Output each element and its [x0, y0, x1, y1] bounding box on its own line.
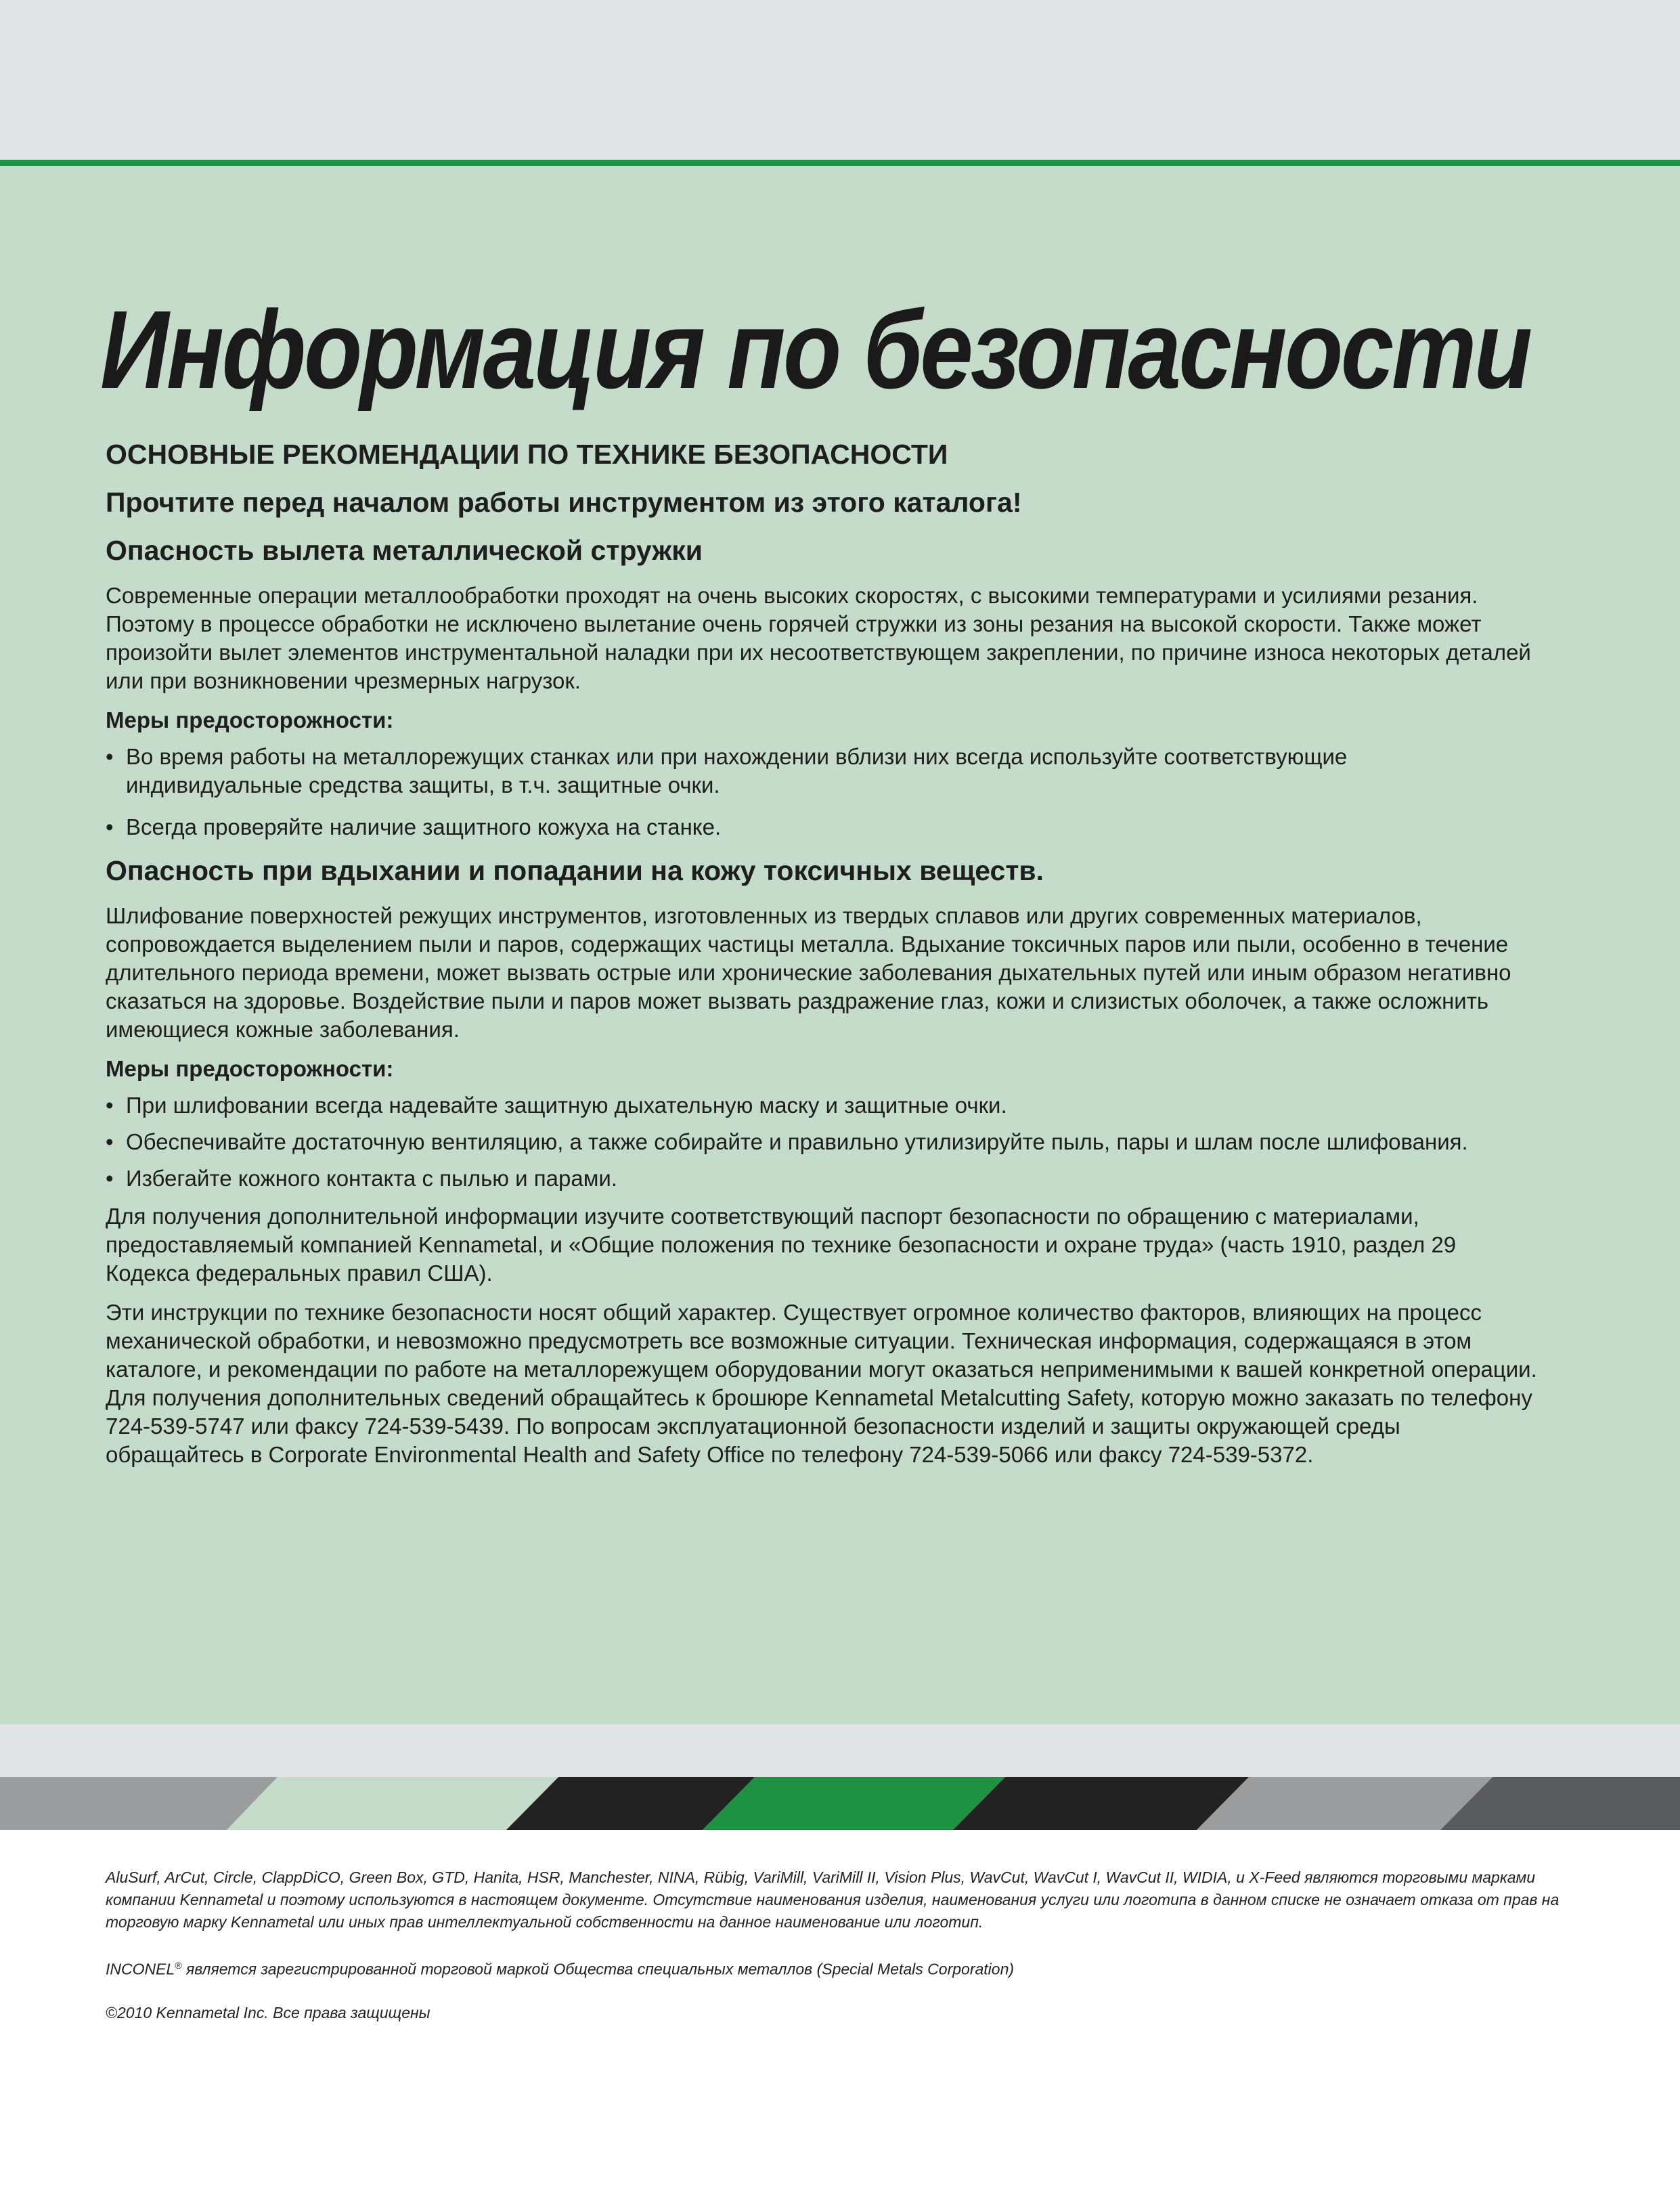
copyright: ©2010 Kennametal Inc. Все права защищены — [106, 2003, 430, 2021]
list-item: • При шлифовании всегда надевайте защитную дыхательную маску и защитные очки. — [106, 1091, 1541, 1120]
green-rule — [0, 160, 1680, 166]
inconel-text: является зарегистрированной торговой маркой Общества специальных металлов (Special Metals Corporation) — [181, 1960, 1015, 1978]
chip-precautions-list — [106, 743, 1541, 841]
chip-precautions-label: Меры предосторожности: — [106, 707, 394, 733]
chip-hazard-heading: Опасность вылета металлической стружки — [106, 535, 703, 567]
stripe-mint — [227, 1777, 558, 1830]
toxic-hazard-heading: Опасность при вдыхании и попадании на кожу токсичных веществ. — [106, 855, 1044, 887]
list-item: • Всегда проверяйте наличие защитного кожуха на станке. — [106, 813, 1541, 841]
registered-mark: ® — [175, 1960, 182, 1971]
inconel-notice — [106, 1954, 1581, 1981]
list-item: • Во время работы на металлорежущих станках или при нахождении вблизи них всегда используйте соответствующие индивидуальные средства защиты, в т.ч. защитные очки. — [106, 743, 1541, 800]
closing-paragraph-2: Эти инструкции по технике безопасности носят общий характер. Существует огромное количество факторов, влияющих на процесс механической обработки, и невозможно предусмотреть все возможные ситуации. Техническая информация, содержащаяся в этом каталоге, и рекомендации по работе на металлорежущем оборудовании могут оказаться неприменимыми к вашей конкретной операции. Для получения дополнительных сведений обращайтесь к брошюре Kennametal Metalcutting Safety, которую можно заказать по телефону 724-539-5747 или факсу 724-539-5439. По вопросам эксплуатационной безопасности изделий и защиты окружающей среды обращайтесь в Corporate Environmental Health and Safety Office по телефону 724-539-5066 или факсу 724-539-5372. — [106, 1300, 1537, 1468]
section-subtitle: ОСНОВНЫЕ РЕКОМЕНДАЦИИ ПО ТЕХНИКЕ БЕЗОПАСНОСТИ — [106, 438, 948, 470]
top-band — [0, 0, 1680, 160]
list-item: • Избегайте кожного контакта с пылью и парами. — [106, 1164, 1541, 1193]
decorative-stripe-bar — [0, 1777, 1680, 1830]
stripe-green — [703, 1777, 1005, 1830]
safety-content — [100, 288, 1541, 1480]
toxic-precautions-label: Меры предосторожности: — [106, 1056, 394, 1082]
read-notice: Прочтите перед началом работы инструментом из этого каталога! — [106, 486, 1022, 518]
trademark-notice: AluSurf, ArCut, Circle, ClappDiCO, Green Box, GTD, Hanita, HSR, Manchester, NINA, Rübig, VariMill, VariMill II, Vision Plus, WavCut, WavCut I, WavCut II, WIDIA, и X-Feed являются торговыми марками компании Kennametal и поэтому используются в настоящем документе. Отсутствие наименования изделия, наименования услуги или логотипа в данном списке не означает отказа от прав на торговую марку Kennametal или иных прав интеллектуальной собственности на данное наименование или логотип. — [106, 1868, 1560, 1931]
chip-hazard-paragraph: Современные операции металлообработки проходят на очень высоких скоростях, с высокими температурами и усилиями резания. Поэтому в процессе обработки не исключено вылетание очень горячей стружки из зоны резания на высокой скорости. Также может произойти вылет элементов инструментальной наладки при их несоответствующем закреплении, по причине износа некоторых деталей или при возникновении чрезмерных нагрузок. — [106, 583, 1531, 694]
toxic-hazard-paragraph: Шлифование поверхностей режущих инструментов, изготовленных из твердых сплавов или других современных материалов, сопровождается выделением пыли и паров, содержащих частицы металла. Вдыхание токсичных паров или пыли, особенно в течение длительного периода времени, может вызвать острые или хронические заболевания дыхательных путей или иным образом негативно сказаться на здоровье. Воздействие пыли и паров может вызвать раздражение глаз, кожи и слизистых оболочек, а также осложнить имеющиеся кожные заболевания. — [106, 903, 1511, 1043]
stripe-band — [0, 1724, 1680, 1777]
stripe-gray-right — [1197, 1777, 1493, 1830]
page-title: Информация по безопасности — [100, 288, 1530, 412]
footer — [106, 1866, 1581, 2045]
toxic-precautions-list — [106, 1091, 1541, 1193]
inconel-name: INCONEL — [106, 1960, 175, 1978]
list-item: • Обеспечивайте достаточную вентиляцию, а также собирайте и правильно утилизируйте пыль, пары и шлам после шлифования. — [106, 1128, 1541, 1156]
closing-paragraph-1: Для получения дополнительной информации изучите соответствующий паспорт безопасности по обращению с материалами, предоставляемый компанией Kennametal, и «Общие положения по технике безопасности и охране труда» (часть 1910, раздел 29 Кодекса федеральных правил США). — [106, 1204, 1457, 1286]
stripe-black-2 — [953, 1777, 1249, 1830]
